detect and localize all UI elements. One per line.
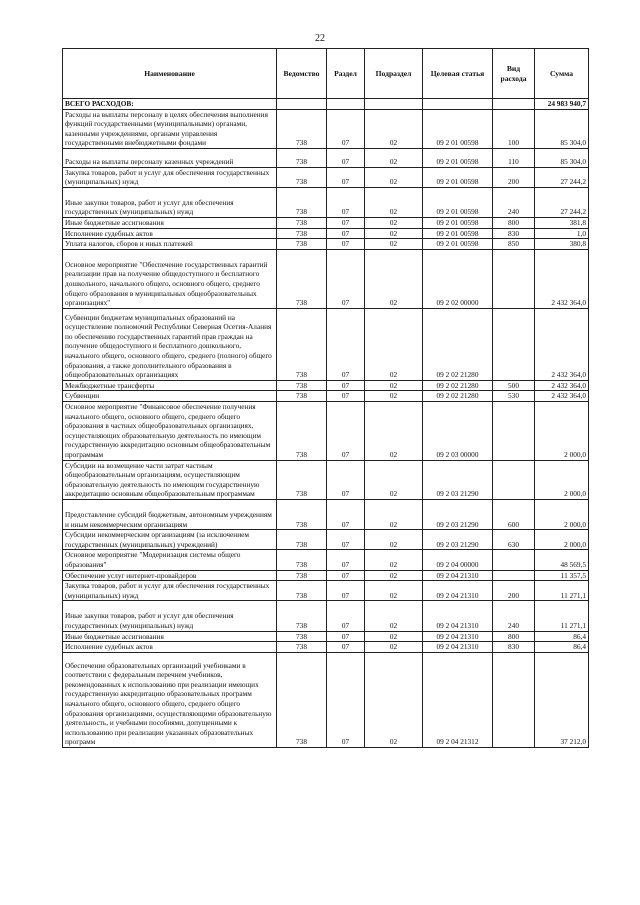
cell-subsection: 02 (365, 308, 423, 380)
cell-exp-type: 530 (493, 391, 535, 402)
cell-target: 09 2 01 00598 (423, 217, 493, 228)
cell-sum: 2 432 364,0 (535, 391, 589, 402)
cell-exp-type: 830 (493, 642, 535, 653)
table-row (63, 460, 589, 499)
cell-name: Предоставление субсидий бюджетным, автономным учреждениям и иным некоммерческим организациям (63, 499, 277, 529)
cell-subsection: 02 (365, 570, 423, 581)
cell-exp-type (493, 652, 535, 747)
cell-exp-type: 600 (493, 499, 535, 529)
cell-section: 07 (327, 228, 365, 239)
cell-sum: 380,8 (535, 239, 589, 250)
cell-target: 09 2 02 21280 (423, 308, 493, 380)
cell-exp-type: 110 (493, 148, 535, 167)
table-row (63, 249, 589, 308)
cell-section: 07 (327, 402, 365, 461)
cell-exp-type (493, 570, 535, 581)
cell-target: 09 2 04 21310 (423, 581, 493, 601)
cell-target: 09 2 04 21312 (423, 652, 493, 747)
cell-dept: 738 (277, 631, 327, 642)
cell-exp-type: 100 (493, 109, 535, 148)
cell-section: 07 (327, 148, 365, 167)
cell-name: Исполнение судебных актов (63, 228, 277, 239)
cell-subsection: 02 (365, 581, 423, 601)
header-sum: Сумма (535, 49, 589, 99)
cell-subsection: 02 (365, 402, 423, 461)
cell-section: 07 (327, 499, 365, 529)
cell-name: Обеспечение образовательных организаций учебниками в соответствии с федеральным перечнем учебников, рекомендованных к использованию при реализации имеющих государственную аккредитацию образовательных программ начального общего, основного общего, среднего общего образования организациями, осуществляющими образовательную деятельность, и учебными пособиями, допущенными к использованию при реализации указанных образовательных программ (63, 652, 277, 747)
cell-exp-type (493, 308, 535, 380)
cell-target: 09 2 01 00598 (423, 167, 493, 187)
cell-subsection: 02 (365, 228, 423, 239)
cell-exp-type: 800 (493, 217, 535, 228)
cell-section: 07 (327, 167, 365, 187)
cell-target: 09 2 04 21310 (423, 570, 493, 581)
cell-name: Исполнение судебных актов (63, 642, 277, 653)
table-row (63, 581, 589, 601)
cell-sum: 85 304,0 (535, 109, 589, 148)
cell-sum: 27 244,2 (535, 167, 589, 187)
cell-name: Субсидии на возмещение части затрат частным общеобразовательным организациям, осуществляющим образовательную деятельность по имеющим государственную аккредитацию основным общеобразовательным программам (63, 460, 277, 499)
cell-subsection: 02 (365, 187, 423, 217)
cell-subsection: 02 (365, 380, 423, 391)
cell-dept: 738 (277, 239, 327, 250)
cell-name: Иные закупки товаров, работ и услуг для обеспечения государственных (муниципальных) нужд (63, 601, 277, 631)
cell-target: 09 2 01 00598 (423, 148, 493, 167)
cell-dept: 738 (277, 652, 327, 747)
cell-exp-type: 500 (493, 380, 535, 391)
cell-target: 09 2 04 00000 (423, 550, 493, 570)
cell-sum: 11 357,5 (535, 570, 589, 581)
cell-name: Закупка товаров, работ и услуг для обеспечения государственных (муниципальных) нужд (63, 167, 277, 187)
cell-dept: 738 (277, 380, 327, 391)
cell-exp-type (493, 460, 535, 499)
cell-sum: 2 000,0 (535, 530, 589, 550)
cell-dept: 738 (277, 460, 327, 499)
cell-name: Иные бюджетные ассигнования (63, 631, 277, 642)
table-row (63, 402, 589, 461)
cell-section: 07 (327, 460, 365, 499)
cell-name: Субвенции (63, 391, 277, 402)
cell-section: 07 (327, 652, 365, 747)
cell-exp-type (493, 550, 535, 570)
cell-dept: 738 (277, 187, 327, 217)
header-section: Раздел (327, 49, 365, 99)
table-row (63, 642, 589, 653)
cell-subsection: 02 (365, 631, 423, 642)
cell-target: 09 2 04 21310 (423, 601, 493, 631)
cell-name: Закупка товаров, работ и услуг для обеспечения государственных (муниципальных) нужд (63, 581, 277, 601)
table-row (63, 99, 589, 110)
cell-target: 09 2 04 21310 (423, 631, 493, 642)
cell-dept: 738 (277, 642, 327, 653)
table-row (63, 228, 589, 239)
cell-sum: 85 304,0 (535, 148, 589, 167)
table-row (63, 167, 589, 187)
cell-target (423, 99, 493, 110)
cell-sum: 2 432 364,0 (535, 380, 589, 391)
header-name: Наименование (63, 49, 277, 99)
cell-subsection: 02 (365, 109, 423, 148)
table-row (63, 530, 589, 550)
table-row (63, 187, 589, 217)
cell-section: 07 (327, 217, 365, 228)
cell-name: Основное мероприятие "Финансовое обеспечение получения начального общего, основного общего, среднего общего образования в частных общеобразовательных организациях, осуществляющих образовательную деятельность по имеющим государственную аккредитацию основным общеобразовательным программам (63, 402, 277, 461)
cell-target: 09 2 02 00000 (423, 249, 493, 308)
cell-dept: 738 (277, 308, 327, 380)
table-header-row (63, 49, 589, 99)
cell-section: 07 (327, 308, 365, 380)
cell-section: 07 (327, 109, 365, 148)
cell-exp-type: 800 (493, 631, 535, 642)
cell-dept: 738 (277, 249, 327, 308)
header-dept: Ведомство (277, 49, 327, 99)
cell-dept: 738 (277, 601, 327, 631)
cell-dept: 738 (277, 228, 327, 239)
header-exp-type: Вид расхода (493, 49, 535, 99)
cell-name: Основное мероприятие "Обеспечение государственных гарантий реализации прав на получение общедоступного и бесплатного дошкольного, начального общего, основного общего, среднего общего образования в муниципальных общеобразовательных организациях" (63, 249, 277, 308)
cell-section: 07 (327, 380, 365, 391)
cell-subsection: 02 (365, 249, 423, 308)
cell-dept: 738 (277, 148, 327, 167)
table-row (63, 109, 589, 148)
table-row (63, 148, 589, 167)
cell-exp-type: 850 (493, 239, 535, 250)
header-subsection: Подраздел (365, 49, 423, 99)
cell-subsection: 02 (365, 217, 423, 228)
cell-subsection: 02 (365, 239, 423, 250)
table-row (63, 601, 589, 631)
cell-target: 09 2 02 21280 (423, 391, 493, 402)
cell-target: 09 2 04 21310 (423, 642, 493, 653)
cell-section: 07 (327, 187, 365, 217)
cell-dept: 738 (277, 550, 327, 570)
cell-sum: 11 271,1 (535, 601, 589, 631)
cell-section: 07 (327, 642, 365, 653)
table-row (63, 380, 589, 391)
cell-subsection: 02 (365, 530, 423, 550)
cell-name: Расходы на выплаты персоналу казенных учреждений (63, 148, 277, 167)
table-row (63, 391, 589, 402)
table-row (63, 499, 589, 529)
cell-dept: 738 (277, 109, 327, 148)
table-row (63, 652, 589, 747)
cell-target: 09 2 01 00598 (423, 239, 493, 250)
cell-exp-type: 200 (493, 581, 535, 601)
table-row (63, 550, 589, 570)
cell-sum: 2 000,0 (535, 460, 589, 499)
cell-sum: 86,4 (535, 642, 589, 653)
cell-name: Основное мероприятие "Модернизация системы общего образования" (63, 550, 277, 570)
table-row (63, 570, 589, 581)
cell-exp-type: 240 (493, 601, 535, 631)
header-target: Целевая статья (423, 49, 493, 99)
cell-target: 09 2 01 00598 (423, 187, 493, 217)
cell-subsection: 02 (365, 652, 423, 747)
cell-sum: 27 244,2 (535, 187, 589, 217)
cell-target: 09 2 03 21290 (423, 460, 493, 499)
cell-target: 09 2 01 00598 (423, 109, 493, 148)
cell-subsection (365, 99, 423, 110)
cell-name: ВСЕГО РАСХОДОВ: (63, 99, 277, 110)
cell-target: 09 2 03 21290 (423, 499, 493, 529)
cell-sum: 1,0 (535, 228, 589, 239)
cell-target: 09 2 03 21290 (423, 530, 493, 550)
cell-sum: 2 000,0 (535, 402, 589, 461)
cell-sum: 381,8 (535, 217, 589, 228)
cell-target: 09 2 03 00000 (423, 402, 493, 461)
page-number: 22 (315, 33, 325, 44)
cell-sum: 37 212,0 (535, 652, 589, 747)
cell-section: 07 (327, 601, 365, 631)
cell-exp-type (493, 249, 535, 308)
cell-name: Расходы на выплаты персоналу в целях обеспечения выполнения функций государственными (муниципальными) органами, казенными учреждениями, органами управления государственными внебюджетными фондами (63, 109, 277, 148)
cell-sum: 48 569,5 (535, 550, 589, 570)
cell-subsection: 02 (365, 550, 423, 570)
cell-exp-type: 200 (493, 167, 535, 187)
cell-section: 07 (327, 530, 365, 550)
cell-exp-type (493, 99, 535, 110)
cell-dept: 738 (277, 167, 327, 187)
cell-name: Иные закупки товаров, работ и услуг для обеспечения государственных (муниципальных) нужд (63, 187, 277, 217)
cell-subsection: 02 (365, 499, 423, 529)
cell-dept: 738 (277, 391, 327, 402)
cell-section: 07 (327, 570, 365, 581)
cell-sum: 2 432 364,0 (535, 249, 589, 308)
cell-exp-type (493, 402, 535, 461)
cell-dept: 738 (277, 217, 327, 228)
cell-subsection: 02 (365, 601, 423, 631)
cell-exp-type: 630 (493, 530, 535, 550)
cell-section: 07 (327, 239, 365, 250)
cell-subsection: 02 (365, 167, 423, 187)
cell-section: 07 (327, 581, 365, 601)
cell-dept: 738 (277, 570, 327, 581)
cell-sum: 24 983 940,7 (535, 99, 589, 110)
cell-sum: 86,4 (535, 631, 589, 642)
cell-dept: 738 (277, 581, 327, 601)
cell-section: 07 (327, 631, 365, 642)
budget-table (62, 48, 589, 748)
cell-dept (277, 99, 327, 110)
cell-name: Субвенции бюджетам муниципальных образований на осуществление полномочий Республики Северная Осетия-Алания по обеспечению государственных гарантий прав граждан на получение общедоступного и бесплатного дошкольного, начального общего, основного общего, среднего (полного) общего образования, а также дополнительного образования в общеобразовательных организациях (63, 308, 277, 380)
table-row (63, 239, 589, 250)
table-row (63, 308, 589, 380)
cell-section: 07 (327, 249, 365, 308)
cell-sum: 2 000,0 (535, 499, 589, 529)
cell-sum: 2 432 364,0 (535, 308, 589, 380)
cell-dept: 738 (277, 402, 327, 461)
cell-dept: 738 (277, 499, 327, 529)
cell-name: Обеспечение услуг интернет-провайдеров (63, 570, 277, 581)
cell-target: 09 2 01 00598 (423, 228, 493, 239)
table-row (63, 217, 589, 228)
cell-exp-type: 240 (493, 187, 535, 217)
cell-subsection: 02 (365, 148, 423, 167)
cell-sum: 11 271,1 (535, 581, 589, 601)
cell-dept: 738 (277, 530, 327, 550)
cell-subsection: 02 (365, 642, 423, 653)
cell-section: 07 (327, 550, 365, 570)
cell-section: 07 (327, 391, 365, 402)
cell-target: 09 2 02 21280 (423, 380, 493, 391)
table-row (63, 631, 589, 642)
cell-section (327, 99, 365, 110)
cell-name: Иные бюджетные ассигнования (63, 217, 277, 228)
cell-subsection: 02 (365, 460, 423, 499)
cell-exp-type: 830 (493, 228, 535, 239)
cell-subsection: 02 (365, 391, 423, 402)
cell-name: Субсидии некоммерческим организациям (за исключением государственных (муниципальных) учреждений) (63, 530, 277, 550)
cell-name: Уплата налогов, сборов и иных платежей (63, 239, 277, 250)
cell-name: Межбюджетные трансферты (63, 380, 277, 391)
